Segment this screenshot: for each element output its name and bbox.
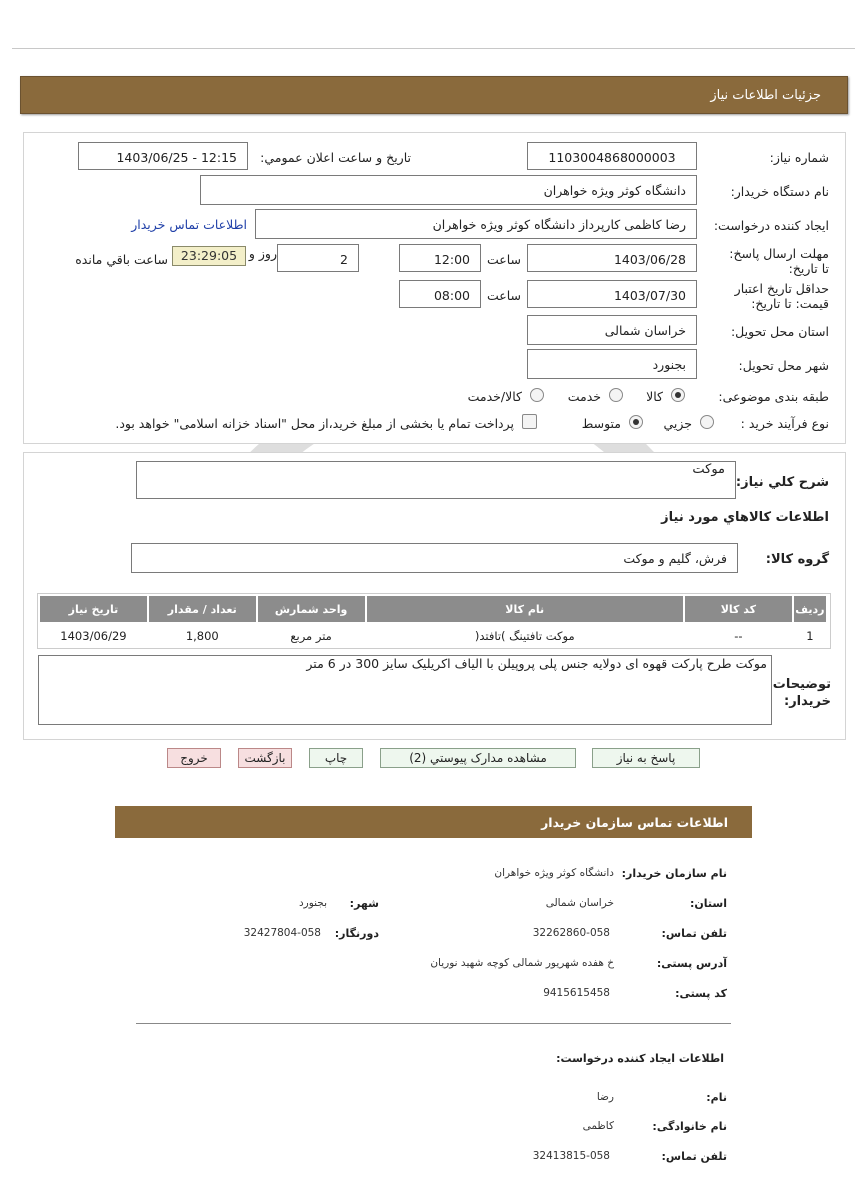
contact-city-label: شهر: [349, 897, 379, 910]
validity-date-field: 1403/07/30 [527, 280, 697, 308]
creator-phone-value: 32413815-058 [532, 1150, 610, 1162]
contact-title: اطلاعات تماس سازمان خریدار [541, 815, 728, 830]
category-radio-goods[interactable] [671, 388, 685, 402]
cell-qty: 1,800 [185, 629, 219, 643]
contact-header [115, 806, 752, 838]
days-label: روز و [248, 246, 277, 261]
deadline-date-field: 1403/06/28 [527, 244, 697, 272]
validity-label: حداقل تاریخ اعتبار قیمت: تا تاریخ: [734, 281, 829, 311]
process-radio-medium[interactable] [629, 415, 643, 429]
category-radio-goods-service[interactable] [530, 388, 544, 402]
back-button[interactable]: بازگشت [238, 748, 292, 768]
contact-org-label: نام سازمان خریدار: [621, 867, 727, 880]
creator-name-value: رضا [596, 1091, 614, 1103]
buyer-org-label: نام دستگاه خریدار: [730, 184, 829, 199]
process-label: نوع فرآیند خرید : [740, 416, 829, 431]
contact-postal-value: 9415615458 [543, 987, 610, 999]
goods-group-field: فرش، گلیم و موکت [131, 543, 738, 573]
goods-section-title: اطلاعات كالاهاي مورد نياز [661, 510, 829, 525]
deadline-label: مهلت ارسال پاسخ: تا تاریخ: [729, 246, 829, 276]
announce-label: تاریخ و ساعت اعلان عمومي: [260, 150, 411, 165]
creator-title: اطلاعات ایجاد کننده درخواست: [556, 1052, 724, 1065]
buyer-contact-link[interactable]: اطلاعات تماس خریدار [131, 217, 247, 232]
validity-time-label: ساعت [486, 288, 521, 303]
requester-field: رضا کاظمی کارپرداز دانشگاه کوثر ویژه خواهران [255, 209, 697, 239]
contact-postal-label: کد پستی: [675, 987, 727, 1000]
page-header [20, 76, 848, 114]
contact-phone-label: تلفن تماس: [661, 927, 727, 940]
contact-fax-label: دورنگار: [334, 927, 379, 940]
contact-fax-value: 32427804-058 [243, 927, 321, 939]
remaining-timer: 23:29:05 [172, 246, 246, 266]
buyer-notes-label: توضیحات خریدار: [772, 677, 831, 709]
col-header-qty: تعداد / مقدار [149, 596, 256, 622]
col-header-unit: واحد شمارش [258, 596, 365, 622]
process-option-medium: متوسط [581, 416, 621, 431]
buyer-notes-field: موکت طرح پارکت قهوه ای دولایه جنس پلی پروپیلن با الیاف اکریلیک سایز 300 در 6 متر [38, 655, 772, 725]
validity-time-field: 08:00 [399, 280, 481, 308]
contact-org-value: دانشگاه کوثر ویژه خواهران [494, 867, 614, 879]
exit-button[interactable]: خروج [167, 748, 221, 768]
print-button[interactable]: چاپ [309, 748, 363, 768]
reply-button[interactable]: پاسخ به نیاز [592, 748, 700, 768]
description-label: شرح كلي نياز: [735, 475, 829, 490]
deadline-time-label: ساعت [486, 252, 521, 267]
need-number-field: 1103004868000003 [527, 142, 697, 170]
category-label: طبقه بندی موضوعی: [718, 389, 829, 404]
treasury-note: پرداخت تمام یا بخشی از مبلغ خرید،از محل "اسناد خزانه اسلامی" خواهد بود. [115, 416, 514, 431]
creator-name-label: نام: [706, 1091, 727, 1104]
goods-group-label: گروه کالا: [765, 552, 829, 567]
days-field: 2 [277, 244, 359, 272]
contact-phone-value: 32262860-058 [532, 927, 610, 939]
creator-family-label: نام خانوادگی: [652, 1120, 727, 1133]
cell-date: 1403/06/29 [60, 629, 127, 643]
table-row [40, 624, 826, 648]
items-table-wrap [37, 593, 831, 649]
treasury-checkbox[interactable] [522, 414, 537, 429]
province-label: استان محل تحویل: [730, 324, 829, 339]
creator-family-value: کاظمی [582, 1120, 614, 1132]
creator-phone-label: تلفن تماس: [661, 1150, 727, 1163]
process-radio-minor[interactable] [700, 415, 714, 429]
contact-address-value: خ هفده شهریور شمالی کوچه شهید نوریان [430, 957, 614, 969]
category-option-goods: کالا [646, 389, 663, 404]
page-title: جزئیات اطلاعات نیاز [710, 88, 821, 103]
contact-address-label: آدرس پستی: [656, 957, 727, 970]
announce-field: 1403/06/25 - 12:15 [78, 142, 248, 170]
contact-divider [136, 1023, 731, 1024]
col-header-code: کد کالا [685, 596, 792, 622]
province-field: خراسان شمالی [527, 315, 697, 345]
view-docs-button[interactable]: مشاهده مدارک پیوستي (2) [380, 748, 576, 768]
remaining-label: ساعت باقي مانده [75, 252, 168, 267]
cell-name: موکت تافتینگ )تافتد( [474, 629, 575, 643]
contact-province-value: خراسان شمالی [545, 897, 614, 909]
items-table [38, 594, 828, 650]
category-option-service: خدمت [567, 389, 601, 404]
cell-unit: متر مربع [290, 629, 332, 643]
col-header-row-no: رديف [794, 596, 826, 622]
deadline-time-field: 12:00 [399, 244, 481, 272]
cell-code: -- [734, 629, 743, 643]
cell-row-no: 1 [806, 629, 814, 643]
city-field: بجنورد [527, 349, 697, 379]
col-header-name: نام کالا [367, 596, 683, 622]
col-header-date: تاریخ نیاز [40, 596, 147, 622]
description-field: موکت [136, 461, 736, 499]
contact-city-value: بجنورد [298, 897, 327, 909]
contact-province-label: استان: [690, 897, 727, 910]
requester-label: ایجاد کننده درخواست: [713, 218, 829, 233]
category-radio-service[interactable] [609, 388, 623, 402]
city-label: شهر محل تحویل: [738, 358, 829, 373]
category-option-goods-service: کالا/خدمت [467, 389, 522, 404]
process-option-minor: جزیي [663, 416, 692, 431]
buyer-org-field: دانشگاه کوثر ویژه خواهران [200, 175, 697, 205]
top-divider [12, 48, 855, 49]
need-number-label: شماره نیاز: [769, 150, 829, 165]
